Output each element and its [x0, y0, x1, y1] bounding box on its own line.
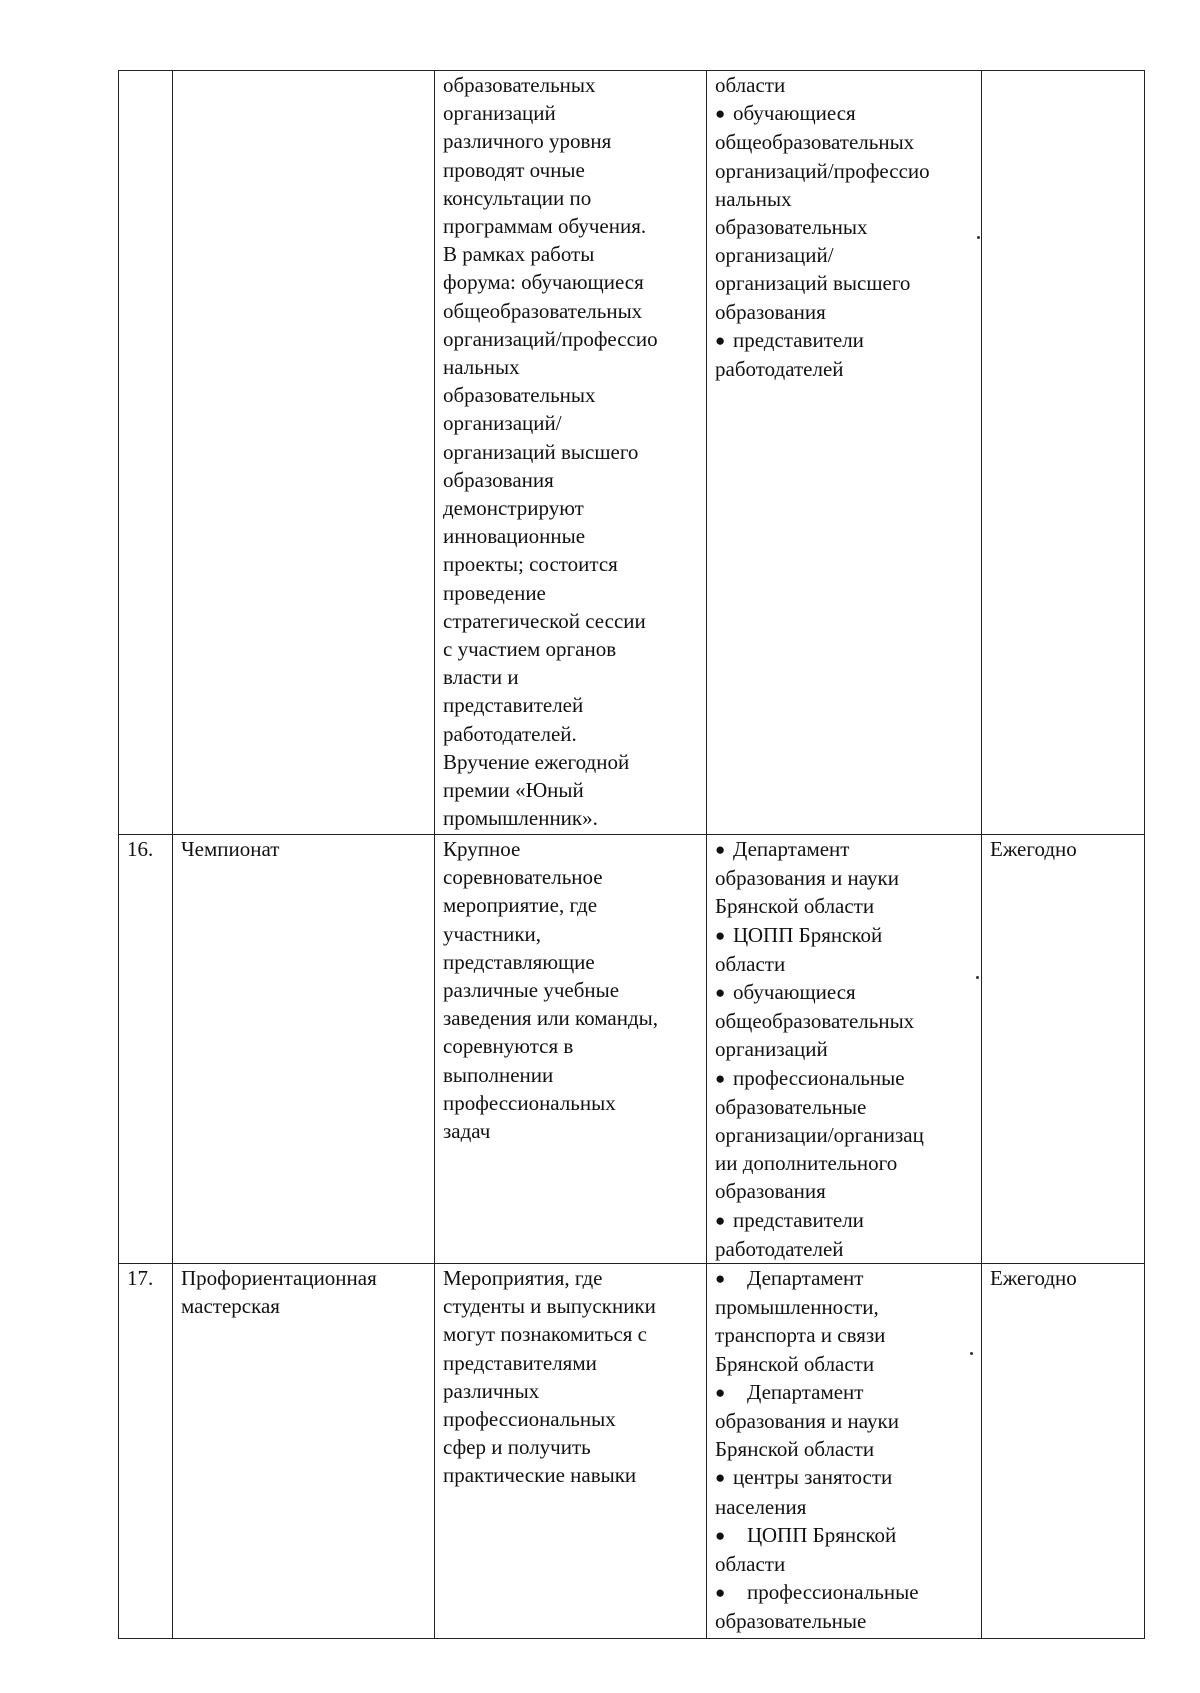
event-description-cell: [435, 835, 707, 1264]
cell-text-line: консультации по: [443, 185, 592, 210]
participant-item: [715, 1264, 975, 1378]
participant-item: [715, 1206, 975, 1263]
participant-text: обучающиеся: [733, 101, 856, 126]
participant-text: профессиональные: [733, 1065, 905, 1090]
participant-text: организаций/профессио: [715, 158, 930, 183]
participant-text: работодателей: [715, 357, 844, 382]
cell-text-line: форума: обучающиеся: [443, 270, 644, 295]
table-row: [119, 1264, 1145, 1639]
participant-item: [715, 921, 975, 978]
participant-text: Брянской области: [715, 894, 875, 919]
cell-text-line: различных: [443, 1378, 540, 1403]
cell-text-line: программам обучения.: [443, 214, 647, 239]
cell-text-line: выполнении: [443, 1062, 554, 1087]
cell-text-line: Чемпионат: [181, 837, 280, 861]
participant-text: ЦОПП Брянской: [747, 1522, 897, 1547]
participant-item: [715, 1578, 975, 1635]
participant-line: [715, 1235, 975, 1263]
cell-text-line: практические навыки: [443, 1463, 637, 1488]
bullet-icon: ●: [715, 1269, 726, 1289]
participant-line: [715, 213, 975, 241]
participant-line: [715, 1149, 975, 1177]
bullet-icon: ●: [715, 983, 726, 1003]
participant-item: [715, 835, 975, 921]
participant-text: образования и науки: [715, 1409, 899, 1434]
cell-text-line: премии «Юный: [443, 778, 584, 803]
bullet-icon: ●: [715, 1068, 726, 1088]
cell-text-line: различного уровня: [443, 129, 612, 154]
cell-text-line: студенты и выпускники: [443, 1294, 656, 1319]
scan-speck: [976, 976, 979, 979]
cell-text-line: демонстрируют: [443, 496, 584, 521]
participant-text: организаций/: [715, 243, 834, 268]
bullet-icon: ●: [715, 330, 726, 350]
cell-text-line: организаций: [443, 101, 556, 126]
participant-line: [715, 892, 975, 920]
participant-item: [715, 1064, 975, 1206]
participant-line: [715, 298, 975, 326]
cell-text-line: промышленник».: [443, 806, 598, 831]
cell-text-line: организаций высшего: [443, 439, 639, 464]
cell-text-line: образования: [443, 467, 554, 492]
cell-text-line: проводят очные: [443, 157, 585, 182]
participant-item: [715, 326, 975, 383]
cell-text-line: власти и: [443, 665, 519, 690]
cell-text-line: стратегической сессии: [443, 608, 646, 633]
participants-cell: [707, 71, 982, 835]
cell-text-line: Вручение ежегодной: [443, 749, 630, 774]
participant-line: [715, 355, 975, 383]
participant-text: нальных: [715, 186, 792, 211]
participant-line: [715, 1607, 975, 1635]
events-table: [118, 70, 1145, 1639]
cell-text-line: организаций/профессио: [443, 326, 658, 351]
participant-text: населения: [715, 1494, 807, 1519]
participant-item: [715, 99, 975, 326]
participant-line: [715, 1093, 975, 1121]
participant-line: [715, 1206, 975, 1235]
cell-text-line: профессиональных: [443, 1090, 616, 1115]
participant-item: [715, 1463, 975, 1520]
participant-line: [715, 835, 975, 864]
participant-text: Департамент: [747, 1379, 864, 1404]
term-cell: Ежегодно: [982, 835, 1145, 1264]
bullet-icon: ●: [715, 1468, 726, 1488]
participant-text: образовательные: [715, 1609, 867, 1634]
participant-text: области: [715, 73, 786, 97]
cell-text-line: соревнуются в: [443, 1034, 574, 1059]
participant-text: образовательных: [715, 215, 868, 240]
participant-line: [715, 128, 975, 156]
bullet-icon: ●: [715, 1525, 726, 1545]
participant-item: [715, 978, 975, 1064]
participant-line: [715, 241, 975, 269]
row-number-cell: 17.: [119, 1264, 173, 1639]
cell-text-line: профессиональных: [443, 1407, 616, 1432]
participant-item: [715, 71, 975, 99]
cell-text-line: представителями: [443, 1350, 597, 1375]
participant-text: ии дополнительного: [715, 1151, 898, 1176]
table-row: [119, 835, 1145, 1264]
participant-text: образования: [715, 1179, 826, 1204]
participant-line: [715, 978, 975, 1007]
cell-text-line: проекты; состоится: [443, 552, 618, 577]
participant-text: ЦОПП Брянской: [733, 922, 883, 947]
event-name-cell: [173, 71, 435, 835]
cell-text-line: задач: [443, 1119, 491, 1144]
participant-text: Брянской области: [715, 1437, 875, 1462]
cell-text-line: инновационные: [443, 524, 586, 549]
participant-text: представители: [733, 327, 864, 352]
cell-text-line: работодателей.: [443, 721, 577, 746]
cell-text-line: различные учебные: [443, 978, 620, 1003]
participant-text: представители: [733, 1207, 864, 1232]
cell-text-line: с участием органов: [443, 637, 617, 662]
participant-text: организаций: [715, 1037, 828, 1062]
participant-line: [715, 1293, 975, 1321]
cell-text-line: В рамках работы: [443, 242, 595, 267]
participant-line: [715, 326, 975, 355]
participant-text: работодателей: [715, 1236, 844, 1261]
participant-line: [715, 1264, 975, 1293]
cell-text-line: мероприятие, где: [443, 893, 598, 918]
participant-line: [715, 950, 975, 978]
cell-text-line: представляющие: [443, 949, 595, 974]
cell-text-line: общеобразовательных: [443, 298, 643, 323]
event-description-cell: [435, 1264, 707, 1639]
participant-text: организации/организац: [715, 1123, 924, 1148]
cell-text-line: участники,: [443, 921, 542, 946]
cell-text-line: образовательных: [443, 383, 596, 408]
bullet-icon: ●: [715, 1210, 726, 1230]
participant-line: [715, 1578, 975, 1607]
scan-speck: [977, 236, 980, 239]
table-row: [119, 71, 1145, 835]
participant-text: Департамент: [733, 837, 850, 861]
participant-line: [715, 71, 975, 99]
participant-line: [715, 1463, 975, 1492]
row-number-cell: [119, 71, 173, 835]
participant-line: [715, 1550, 975, 1578]
participant-line: [715, 1350, 975, 1378]
cell-text-line: Крупное: [443, 837, 521, 861]
participant-text: профессиональные: [747, 1580, 919, 1605]
bullet-icon: ●: [715, 104, 726, 124]
cell-text-line: образовательных: [443, 73, 596, 97]
participant-text: общеобразовательных: [715, 130, 915, 155]
participant-text: обучающиеся: [733, 980, 856, 1005]
row-number-cell: 16.: [119, 835, 173, 1264]
participant-line: [715, 1064, 975, 1093]
cell-text-line: представителей: [443, 693, 584, 718]
participant-text: общеобразовательных: [715, 1009, 915, 1034]
cell-text-line: могут познакомиться с: [443, 1322, 647, 1347]
bullet-icon: ●: [715, 1583, 726, 1603]
event-description-cell: [435, 71, 707, 835]
term-cell: [982, 71, 1145, 835]
participant-line: [715, 185, 975, 213]
cell-text-line: Мероприятия, где: [443, 1266, 603, 1291]
participant-line: [715, 1493, 975, 1521]
participant-text: Брянской области: [715, 1351, 875, 1376]
participant-text: образовательные: [715, 1094, 867, 1119]
participant-line: [715, 1007, 975, 1035]
participant-line: [715, 1378, 975, 1407]
event-name-cell: [173, 835, 435, 1264]
term-cell: Ежегодно: [982, 1264, 1145, 1639]
cell-text-line: соревновательное: [443, 865, 603, 890]
participant-text: образования и науки: [715, 866, 899, 891]
scan-speck: [970, 1352, 973, 1355]
participant-line: [715, 157, 975, 185]
participant-line: [715, 1407, 975, 1435]
event-name-cell: [173, 1264, 435, 1639]
participant-item: [715, 1521, 975, 1578]
cell-text-line: нальных: [443, 355, 520, 380]
participants-cell: [707, 1264, 982, 1639]
participant-text: транспорта и связи: [715, 1323, 886, 1348]
participant-text: области: [715, 951, 786, 976]
bullet-icon: ●: [715, 840, 726, 859]
cell-text-line: мастерская: [181, 1294, 280, 1319]
bullet-icon: ●: [715, 925, 726, 945]
participant-text: центры занятости: [733, 1465, 893, 1490]
participant-text: Департамент: [747, 1266, 864, 1291]
cell-text-line: сфер и получить: [443, 1435, 591, 1460]
participant-text: образования: [715, 299, 826, 324]
cell-text-line: проведение: [443, 580, 546, 605]
participant-line: [715, 1035, 975, 1063]
participant-text: промышленности,: [715, 1295, 879, 1320]
participant-line: [715, 1177, 975, 1205]
participant-item: [715, 1378, 975, 1464]
participants-cell: [707, 835, 982, 1264]
participant-line: [715, 1121, 975, 1149]
participant-line: [715, 1521, 975, 1550]
participant-line: [715, 1435, 975, 1463]
cell-text-line: организаций/: [443, 411, 562, 436]
participant-text: области: [715, 1552, 786, 1577]
cell-text-line: заведения или команды,: [443, 1006, 659, 1031]
participant-line: [715, 921, 975, 950]
bullet-icon: ●: [715, 1382, 726, 1402]
participant-line: [715, 1321, 975, 1349]
participant-line: [715, 99, 975, 128]
participant-line: [715, 864, 975, 892]
participant-text: организаций высшего: [715, 271, 911, 296]
cell-text-line: Профориентационная: [181, 1266, 377, 1291]
participant-line: [715, 269, 975, 297]
